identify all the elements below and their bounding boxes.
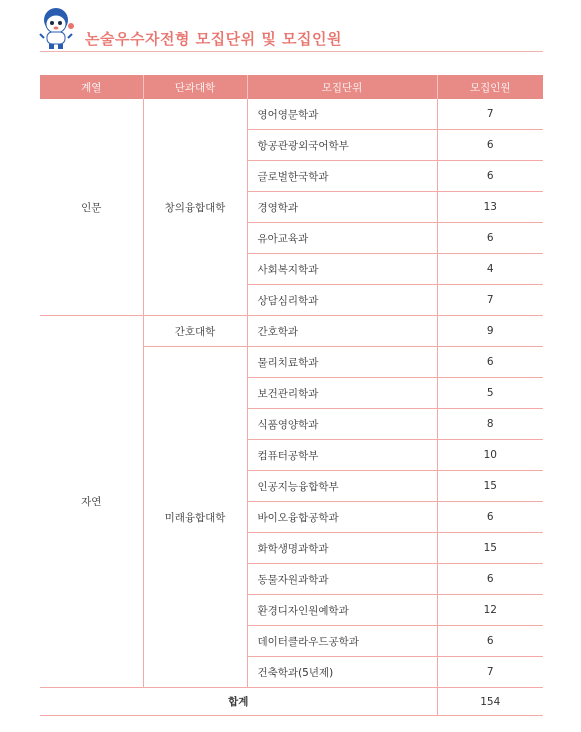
count-cell: 8 bbox=[437, 409, 543, 440]
unit-cell: 컴퓨터공학부 bbox=[247, 440, 437, 471]
column-header-college: 단과대학 bbox=[143, 75, 247, 99]
field-cell: 자연 bbox=[40, 316, 143, 688]
count-cell: 6 bbox=[437, 502, 543, 533]
unit-cell: 간호학과 bbox=[247, 316, 437, 347]
unit-cell: 상담심리학과 bbox=[247, 285, 437, 316]
total-label: 합계 bbox=[40, 688, 437, 716]
count-cell: 9 bbox=[437, 316, 543, 347]
admission-table bbox=[40, 75, 543, 716]
count-cell: 6 bbox=[437, 130, 543, 161]
count-cell: 13 bbox=[437, 192, 543, 223]
count-cell: 7 bbox=[437, 99, 543, 130]
count-cell: 5 bbox=[437, 378, 543, 409]
count-cell: 15 bbox=[437, 471, 543, 502]
unit-cell: 바이오융합공학과 bbox=[247, 502, 437, 533]
page-header bbox=[38, 4, 544, 52]
unit-cell: 식품영양학과 bbox=[247, 409, 437, 440]
unit-cell: 글로벌한국학과 bbox=[247, 161, 437, 192]
college-cell: 창의융합대학 bbox=[143, 99, 247, 316]
table-row bbox=[40, 316, 543, 347]
unit-cell: 동물자원과학과 bbox=[247, 564, 437, 595]
unit-cell: 경영학과 bbox=[247, 192, 437, 223]
unit-cell: 건축학과(5년제) bbox=[247, 657, 437, 688]
unit-cell: 물리치료학과 bbox=[247, 347, 437, 378]
column-header-unit: 모집단위 bbox=[247, 75, 437, 99]
count-cell: 6 bbox=[437, 223, 543, 254]
table-header-row bbox=[40, 75, 543, 99]
count-cell: 6 bbox=[437, 347, 543, 378]
unit-cell: 영어영문학과 bbox=[247, 99, 437, 130]
unit-cell: 보건관리학과 bbox=[247, 378, 437, 409]
unit-cell: 유아교육과 bbox=[247, 223, 437, 254]
unit-cell: 사회복지학과 bbox=[247, 254, 437, 285]
count-cell: 6 bbox=[437, 564, 543, 595]
unit-cell: 데이터클라우드공학과 bbox=[247, 626, 437, 657]
count-cell: 7 bbox=[437, 285, 543, 316]
college-cell: 미래융합대학 bbox=[143, 347, 247, 688]
unit-cell: 인공지능융합학부 bbox=[247, 471, 437, 502]
table-row bbox=[40, 99, 543, 130]
count-cell: 12 bbox=[437, 595, 543, 626]
mascot-logo-icon bbox=[38, 4, 78, 52]
field-cell: 인문 bbox=[40, 99, 143, 316]
count-cell: 4 bbox=[437, 254, 543, 285]
column-header-field: 계열 bbox=[40, 75, 143, 99]
total-row bbox=[40, 688, 543, 716]
count-cell: 7 bbox=[437, 657, 543, 688]
unit-cell: 화학생명과학과 bbox=[247, 533, 437, 564]
count-cell: 15 bbox=[437, 533, 543, 564]
count-cell: 6 bbox=[437, 161, 543, 192]
total-count: 154 bbox=[437, 688, 543, 716]
title-divider bbox=[40, 51, 543, 52]
page-title: 논술우수자전형 모집단위 및 모집인원 bbox=[85, 30, 343, 48]
college-cell: 간호대학 bbox=[143, 316, 247, 347]
unit-cell: 환경디자인원예학과 bbox=[247, 595, 437, 626]
count-cell: 6 bbox=[437, 626, 543, 657]
column-header-count: 모집인원 bbox=[437, 75, 543, 99]
count-cell: 10 bbox=[437, 440, 543, 471]
unit-cell: 항공관광외국어학부 bbox=[247, 130, 437, 161]
